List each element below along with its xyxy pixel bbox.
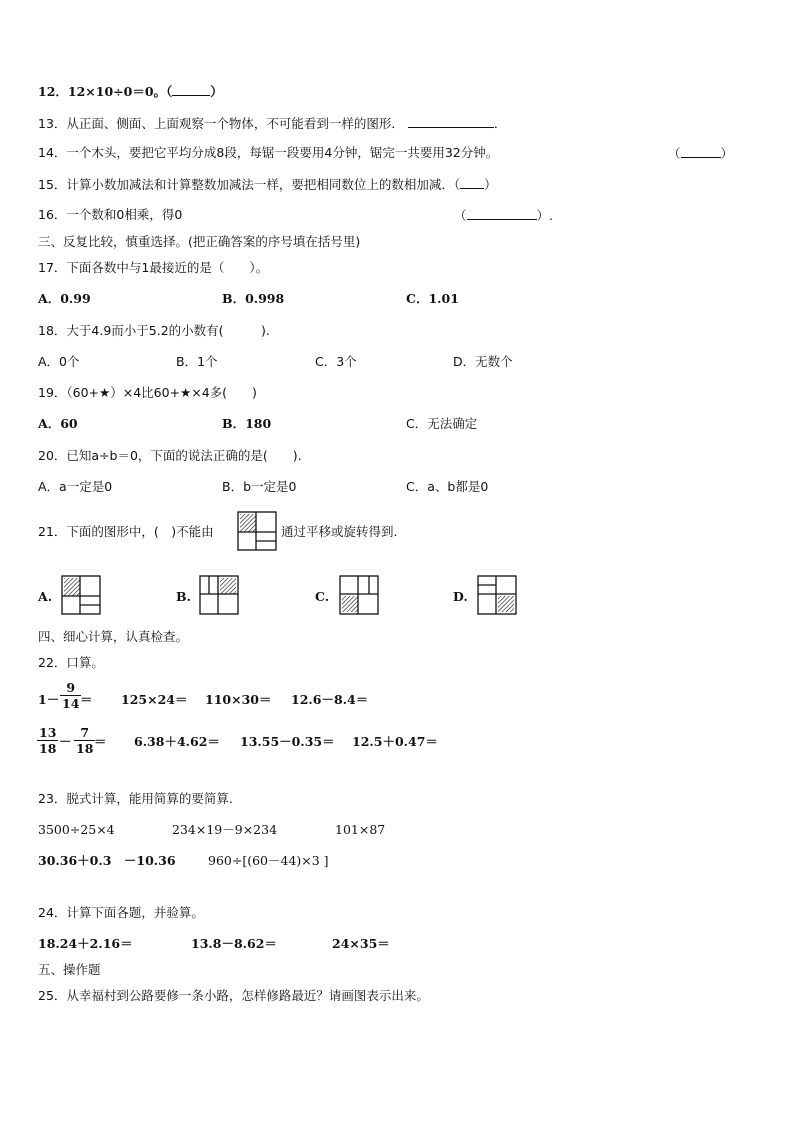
q19-option-c[interactable]: C．无法确定 (406, 416, 478, 431)
question-17: 17．下面各数中与1最接近的是（ ）。 (38, 260, 269, 275)
q22-expr-6: 12.5＋0.47＝ (352, 734, 438, 749)
question-23-title: 23．脱式计算，能用简算的要简算. (38, 791, 233, 806)
q20-option-b[interactable]: B．b一定是0 (222, 479, 297, 494)
q23-expr-2: 234×19－9×234 (172, 822, 278, 837)
q18-option-c[interactable]: C．3个 (315, 354, 357, 369)
q20-option-a[interactable]: A．a一定是0 (38, 479, 113, 494)
reference-figure (238, 512, 278, 552)
question-25: 25．从幸福村到公路要修一条小路，怎样修路最近？请画图表示出来。 (38, 988, 429, 1003)
answer-blank-15[interactable] (460, 175, 484, 189)
q18-option-b[interactable]: B．1个 (176, 354, 218, 369)
question-14-answer: （ ） (668, 146, 734, 161)
q21-option-a-figure[interactable] (62, 576, 102, 616)
section-3-heading: 三、反复比较，慎重选择。(把正确答案的序号填在括号里) (38, 234, 361, 249)
q21-option-d-label[interactable]: D. (453, 589, 468, 604)
q21-option-b-label[interactable]: B. (176, 589, 191, 604)
q17-option-c[interactable]: C．1.01 (406, 291, 459, 306)
q22-fraction-1-equals: ＝ (80, 692, 93, 707)
question-15: 15．计算小数加减法和计算整数加减法一样，要把相同数位上的数相加减．（ ） (38, 177, 497, 192)
question-16 (38, 206, 182, 224)
question-21-prefix: 21．下面的图形中，( )不能由 (38, 524, 214, 539)
question-13-text: 13．从正面、侧面、上面观察一个物体，不可能看到一样的图形． (38, 116, 404, 131)
question-13: 13．从正面、侧面、上面观察一个物体，不可能看到一样的图形． ． (38, 116, 507, 131)
q17-option-a[interactable]: A．0.99 (38, 291, 91, 306)
question-15-text: 15．计算小数加减法和计算整数加减法一样，要把相同数位上的数相加减．（ (38, 177, 461, 192)
question-19: 19．（60+★）×4比60+★×4多( ) (38, 385, 257, 400)
q18-option-d[interactable]: D．无数个 (453, 354, 513, 369)
q20-option-c[interactable]: C．a、b都是0 (406, 479, 489, 494)
question-22-title: 22．口算。 (38, 655, 104, 670)
q22-fraction-2-equals: ＝ (94, 734, 107, 749)
question-16-text: 16．一个数和0相乘，得0 (38, 207, 183, 222)
question-20: 20．已知a÷b＝0，下面的说法正确的是( ). (38, 448, 302, 463)
answer-blank-14[interactable] (681, 144, 721, 158)
q21-option-a-label[interactable]: A. (38, 589, 53, 604)
q24-expr-3: 24×35＝ (332, 936, 390, 951)
q22-expr-4: 6.38＋4.62＝ (134, 734, 220, 749)
q22-expr-1: 125×24＝ (121, 692, 188, 707)
q24-expr-2: 13.8－8.62＝ (191, 936, 277, 951)
q23-expr-3: 101×87 (335, 822, 386, 837)
q21-option-d-figure[interactable] (478, 576, 518, 616)
q22-fraction-2-minus: － (59, 734, 72, 749)
answer-blank-12[interactable] (172, 82, 210, 96)
q22-expr-5: 13.55－0.35＝ (240, 734, 335, 749)
q23-expr-5: 960÷[(60－44)×3 ] (208, 853, 329, 868)
q17-option-b[interactable]: B．0.998 (222, 291, 285, 306)
question-16-answer: （ ）. (454, 208, 553, 223)
q22-fraction-1-lead: 1－ (38, 692, 60, 707)
question-14-text: 14．一个木头，要把它平均分成8段，每锯一段要用4分钟，锯完一共要用32分钟。 (38, 145, 499, 160)
section-5-heading: 五、操作题 (38, 962, 101, 977)
q21-option-c-figure[interactable] (340, 576, 380, 616)
question-18: 18．大于4.9而小于5.2的小数有( ). (38, 323, 270, 338)
question-12-text: 12．12×10÷0＝0。（ (38, 84, 173, 99)
q21-option-b-figure[interactable] (200, 576, 240, 616)
section-4-heading: 四、细心计算，认真检查。 (38, 629, 189, 644)
q19-option-b[interactable]: B．180 (222, 416, 272, 431)
q22-expr-3: 12.6－8.4＝ (291, 692, 369, 707)
question-21-suffix: 通过平移或旋转得到. (281, 524, 398, 539)
q24-expr-1: 18.24＋2.16＝ (38, 936, 133, 951)
q22-expr-2: 110×30＝ (205, 692, 272, 707)
q18-option-a[interactable]: A．0个 (38, 354, 80, 369)
q22-fraction-2a: $\frac{13}{18}$ (39, 725, 57, 756)
question-24-title: 24．计算下面各题，并验算。 (38, 905, 204, 920)
answer-blank-13[interactable] (408, 114, 494, 128)
answer-blank-16[interactable] (467, 206, 537, 220)
q22-fraction-1: $\frac{9}{14}$ (62, 680, 80, 711)
question-14 (38, 144, 498, 162)
question-12: 12．12×10÷0＝0。（ ） (38, 84, 223, 99)
q21-option-c-label[interactable]: C. (315, 589, 330, 604)
q19-option-a[interactable]: A．60 (38, 416, 78, 431)
q23-expr-1: 3500÷25×4 (38, 822, 115, 837)
q23-expr-4: 30.36＋0.3 －10.36 (38, 853, 176, 868)
q22-fraction-2b: $\frac{7}{18}$ (76, 725, 94, 756)
